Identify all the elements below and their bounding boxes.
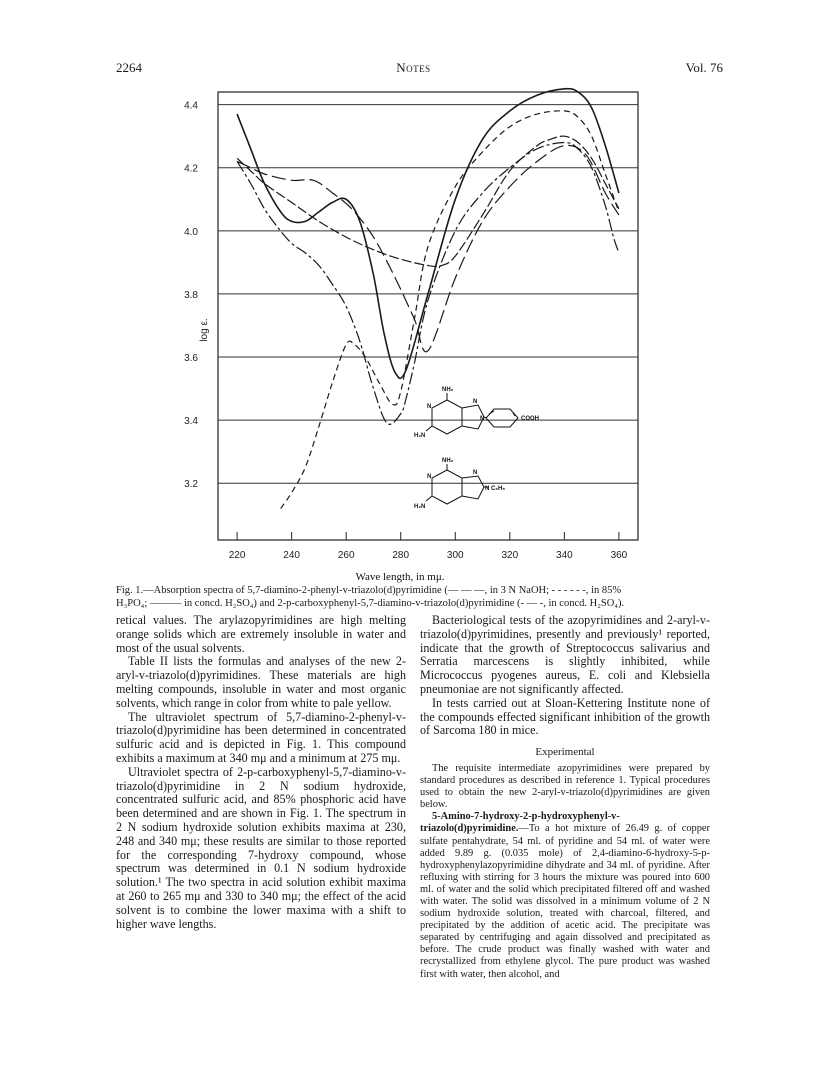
x-tick-label: 220 bbox=[228, 550, 246, 561]
chem-cooh: COOH bbox=[521, 416, 539, 422]
page-number: 2264 bbox=[116, 60, 142, 75]
series-line-3 bbox=[237, 89, 619, 379]
y-tick-label: 4.2 bbox=[184, 163, 198, 175]
y-tick-label: 3.8 bbox=[184, 289, 198, 301]
journal-section: Notes bbox=[396, 60, 431, 75]
section-title-experimental: Experimental bbox=[535, 746, 595, 759]
left-paragraph-4: Ultraviolet spectra of 2-p-carboxyphenyl-5,7-diamino-v-triazolo(d)pyrimidine in 2 N sodium hydroxide, concentrated sulfuric acid, and 85% phosphoric acid have been determined and are shown in Fig. 1. The spectrum in 2 N sodium hydroxide solution exhibits maxima at 230, 248 and 340 mμ; these results are similar to those reported for the corresponding 7-hydroxy compound, whose spectrum was determined in 0.1 N sodium hydroxide solution.¹ The two spectra in acid solution exhibit maxima at 260 to 265 mμ and 330 to 340 mμ; the effect of the acid solvent is to combine the lower maxima with a shift to higher wave lengths. bbox=[116, 764, 406, 931]
chem-nh2-bottom: NH₂ bbox=[442, 458, 454, 464]
x-tick-label: 280 bbox=[392, 550, 410, 561]
series-line-2 bbox=[281, 111, 619, 509]
chem-c6h5: C₆H₅ bbox=[491, 486, 506, 492]
y-tick-label: 3.6 bbox=[184, 353, 198, 365]
x-tick-label: 320 bbox=[501, 550, 519, 561]
chart-grid bbox=[218, 92, 638, 540]
series-line-4 bbox=[237, 143, 619, 425]
left-paragraph-2: Table II lists the formulas and analyses of the new 2-aryl-v-triazolo(d)pyrimidines. These materials are high melting compounds, insoluble in water and most organic solvents, which range in color from white to pale yellow. bbox=[116, 654, 406, 710]
figure-caption bbox=[116, 584, 728, 610]
y-tick-label: 3.4 bbox=[184, 416, 198, 428]
volume-label: Vol. 76 bbox=[685, 60, 723, 75]
chem-n-5: N bbox=[473, 470, 478, 476]
x-tick-label: 360 bbox=[610, 550, 628, 561]
chart-ticks bbox=[184, 101, 628, 561]
y-tick-label: 3.2 bbox=[184, 479, 198, 491]
right-paragraph-4 bbox=[420, 811, 710, 980]
chem-h2n-2: H₂N bbox=[414, 504, 426, 510]
right-paragraph-2: In tests carried out at Sloan-Kettering Institute none of the compounds effected significant inhibition of the growth of Sarcoma 180 in mice. bbox=[420, 695, 710, 738]
chem-n-1: N bbox=[427, 404, 432, 410]
right-paragraph-3: The requisite intermediate azopyrimidines were prepared by standard procedures as described in reference 1. Typical procedures used to obtain the new 2-aryl-v-triazolo(d)pyrimidines are given below. bbox=[420, 762, 710, 811]
right-paragraph-1: Bacteriological tests of the azopyrimidines and 2-aryl-v-triazolo(d)pyrimidines, presently and previously¹ reported, indicate that the growth of Streptococcus salivarius and Serratia marcescens is slightly inhibited, while Micrococcus pyogenes aureus, E. coli and Klebsiella pneumoniae are not significantly affected. bbox=[420, 613, 710, 696]
chem-n-6: N bbox=[485, 486, 490, 492]
chem-h2n-1: H₂N bbox=[414, 433, 426, 439]
chem-n-2: N bbox=[473, 399, 478, 405]
x-tick-label: 260 bbox=[337, 550, 355, 561]
chem-n-4: N bbox=[427, 474, 432, 480]
caption-line-1: Fig. 1.—Absorption spectra of 5,7-diamino-2-phenyl-v-triazolo(d)pyrimidine (— — —, in 3 N NaOH; - - - - - -, in 85% bbox=[116, 585, 622, 596]
procedure-text: —To a hot mixture of 26.49 g. of copper sulfate pentahydrate, 54 ml. of pyridine and 54 ml. of water were added 9.89 g. (0.035 mole) of 2,4-diamino-6-hydroxy-5-p-hydroxyphenylazopyrimidine dihydrate and 34 ml. of pyridine. After refluxing with stirring for 3 hours the mixture was poured into 600 ml. of water and the solid which precipitated filtered off and washed with water. The solid was dissolved in a minimum volume of 2 N sodium hydroxide solution, treated with charcoal, filtered, and precipitated by the addition of acetic acid. The precipitate was separated by centrifuging and again dissolved and precipitated as before. The crude product was finally washed with water and recrystallized from ethylene glycol. The pure product was washed first with water, then alcohol, and bbox=[420, 823, 710, 980]
y-tick-label: 4.0 bbox=[184, 226, 198, 238]
y-tick-label: 4.4 bbox=[184, 100, 198, 112]
y-axis-label: log ε. bbox=[199, 318, 210, 342]
x-axis-label: Wave length, in mμ. bbox=[355, 571, 445, 583]
chem-nh2-top: NH₂ bbox=[442, 387, 454, 393]
chart-series bbox=[237, 89, 619, 509]
right-column bbox=[420, 614, 710, 981]
plot-frame bbox=[218, 92, 638, 540]
procedure-title: 5-Amino-7-hydroxy-2-p-hydroxyphenyl-v-triazolo(d)pyrimidine. bbox=[420, 811, 620, 835]
chem-n-3: N bbox=[480, 416, 485, 422]
left-paragraph-1: retical values. The arylazopyrimidines are high melting orange solids which are extremely insoluble in water and most of the usual solvents. bbox=[116, 613, 406, 655]
left-paragraph-3: The ultraviolet spectrum of 5,7-diamino-2-phenyl-v-triazolo(d)pyrimidine has been determined in concentrated sulfuric acid and is depicted in Fig. 1. This compound exhibits a maximum at 340 mμ and a minimum at 275 mμ. bbox=[116, 709, 406, 765]
structure-phenyl bbox=[426, 464, 489, 504]
x-tick-label: 240 bbox=[283, 550, 300, 561]
structure-carboxyphenyl bbox=[426, 393, 518, 434]
x-tick-label: 340 bbox=[556, 550, 573, 561]
left-column bbox=[116, 614, 406, 931]
caption-line-2: H₃PO₄; ——— in concd. H₂SO₄) and 2-p-carboxyphenyl-5,7-diamino-v-triazolo(d)pyrimidine (- — -, in concd. H₂SO₄). bbox=[116, 598, 625, 609]
x-tick-label: 300 bbox=[446, 550, 464, 561]
